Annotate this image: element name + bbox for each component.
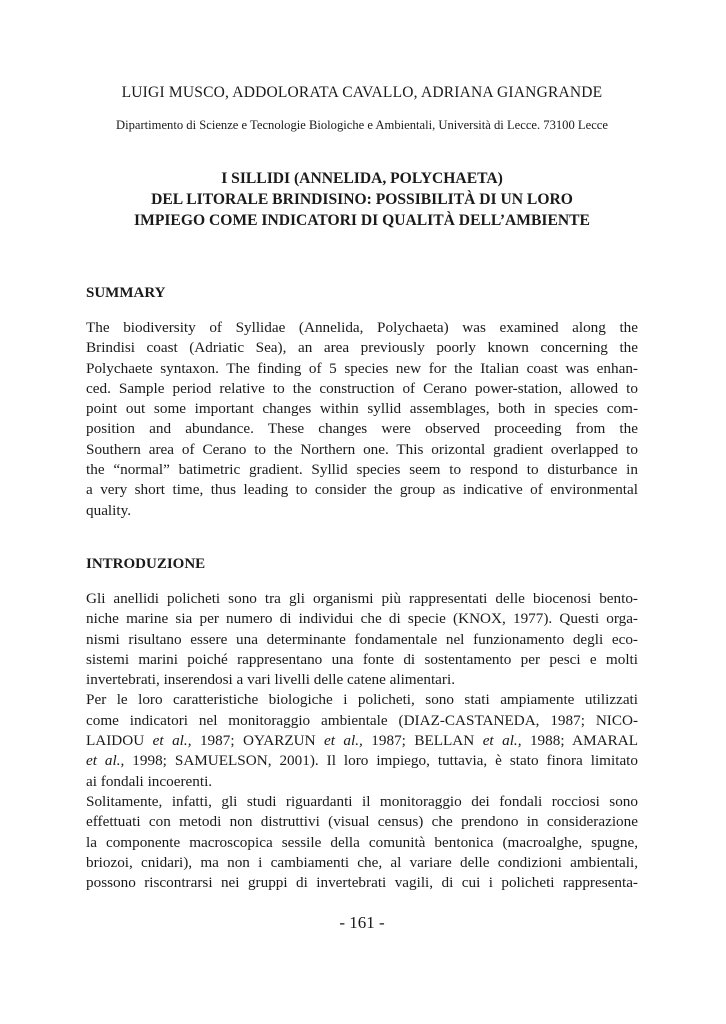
text-line: Solitamente, infatti, gli studi riguardanti il monitoraggio dei fondali rocciosi sono xyxy=(86,792,638,810)
introduzione-heading: INTRODUZIONE xyxy=(86,556,206,572)
text-segment: 1988; AMARAL xyxy=(521,732,638,750)
text-line: Southern area of Cerano to the Northern one. This orizontal gradient overlapped to xyxy=(86,440,638,458)
text-line: sistemi marini poiché rappresentano una fonte di sostentamento per pesci e molti xyxy=(86,650,638,668)
text-line: effettuati con metodi non distruttivi (visual census) che prendono in considerazione xyxy=(86,813,638,831)
title-line: DEL LITORALE BRINDISINO: POSSIBILITÀ DI UN LORO xyxy=(151,191,573,208)
text-segment: 1987; OYARZUN xyxy=(191,732,325,750)
title-line: IMPIEGO COME INDICATORI DI QUALITÀ DELL’AMBIENTE xyxy=(134,212,590,229)
text-line: nismi risultano essere una determinante fondamentale nel funzionamento degli eco- xyxy=(86,630,638,648)
text-line: The biodiversity of Syllidae (Annelida, Polychaeta) was examined along the xyxy=(86,319,638,336)
italic-segment: et al., xyxy=(482,732,522,750)
text-line: Polychaete syntaxon. The finding of 5 species new for the Italian coast was enhan- xyxy=(86,359,638,377)
page-number: - 161 - xyxy=(339,913,385,932)
text-line: the “normal” batimetric gradient. Syllid species seem to respond to disturbance in xyxy=(86,461,638,479)
text-line: a very short time, thus leading to consider the group as indicative of environmental xyxy=(86,481,638,499)
title-line: I SILLIDI (ANNELIDA, POLYCHAETA) xyxy=(221,170,503,187)
text-line: quality. xyxy=(86,501,131,519)
italic-segment: et al., xyxy=(86,752,125,770)
summary-heading: SUMMARY xyxy=(86,285,166,301)
text-segment: 1998; SAMUELSON, 2001). Il loro impiego, tuttavia, è stato finora limitato xyxy=(124,752,638,770)
text-line: ced. Sample period relative to the construction of Cerano power-station, allowed to xyxy=(86,379,638,397)
text-line: Gli anellidi policheti sono tra gli organismi più rappresentati delle biocenosi bento- xyxy=(86,590,638,607)
text-line: la componente macroscopica sessile della comunità bentonica (macroalghe, spugne, xyxy=(86,833,638,851)
text-line xyxy=(86,751,638,771)
paper-title xyxy=(86,168,638,231)
text-line: invertebrati, inserendosi a vari livelli delle catene alimentari. xyxy=(86,671,455,689)
affiliation: Dipartimento di Scienze e Tecnologie Biologiche e Ambientali, Università di Lecce. 73100 Lecce xyxy=(116,118,608,132)
text-segment: 1987; BELLAN xyxy=(362,732,483,750)
text-segment: LAIDOU xyxy=(86,732,153,750)
text-line: ai fondali incoerenti. xyxy=(86,772,213,790)
text-line: possono riscontrarsi nei gruppi di invertebrati vagili, di cui i policheti rappresenta- xyxy=(86,874,638,892)
summary-paragraph xyxy=(86,318,638,521)
italic-segment: et al., xyxy=(152,732,192,750)
authors: LUIGI MUSCO, ADDOLORATA CAVALLO, ADRIANA GIANGRANDE xyxy=(121,84,603,101)
text-line: position and abundance. These changes were observed proceeding from the xyxy=(86,420,638,438)
text-line: briozoi, cnidari), ma non i cambiamenti che, al variare delle condizioni ambientali, xyxy=(86,853,638,871)
text-line: point out some important changes within syllid assemblages, both in species com- xyxy=(86,400,638,418)
text-line: niche marine sia per numero di individui che di specie (KNOX, 1977). Questi orga- xyxy=(86,610,638,628)
introduzione-paragraph xyxy=(86,589,638,893)
text-line: Brindisi coast (Adriatic Sea), an area previously poorly known concerning the xyxy=(86,339,638,357)
text-line xyxy=(86,731,638,751)
italic-segment: et al., xyxy=(324,732,363,750)
text-line: come indicatori nel monitoraggio ambientale (DIAZ-CASTANEDA, 1987; NICO- xyxy=(86,711,638,729)
text-line: Per le loro caratteristiche biologiche i policheti, sono stati ampiamente utilizzati xyxy=(86,691,638,709)
